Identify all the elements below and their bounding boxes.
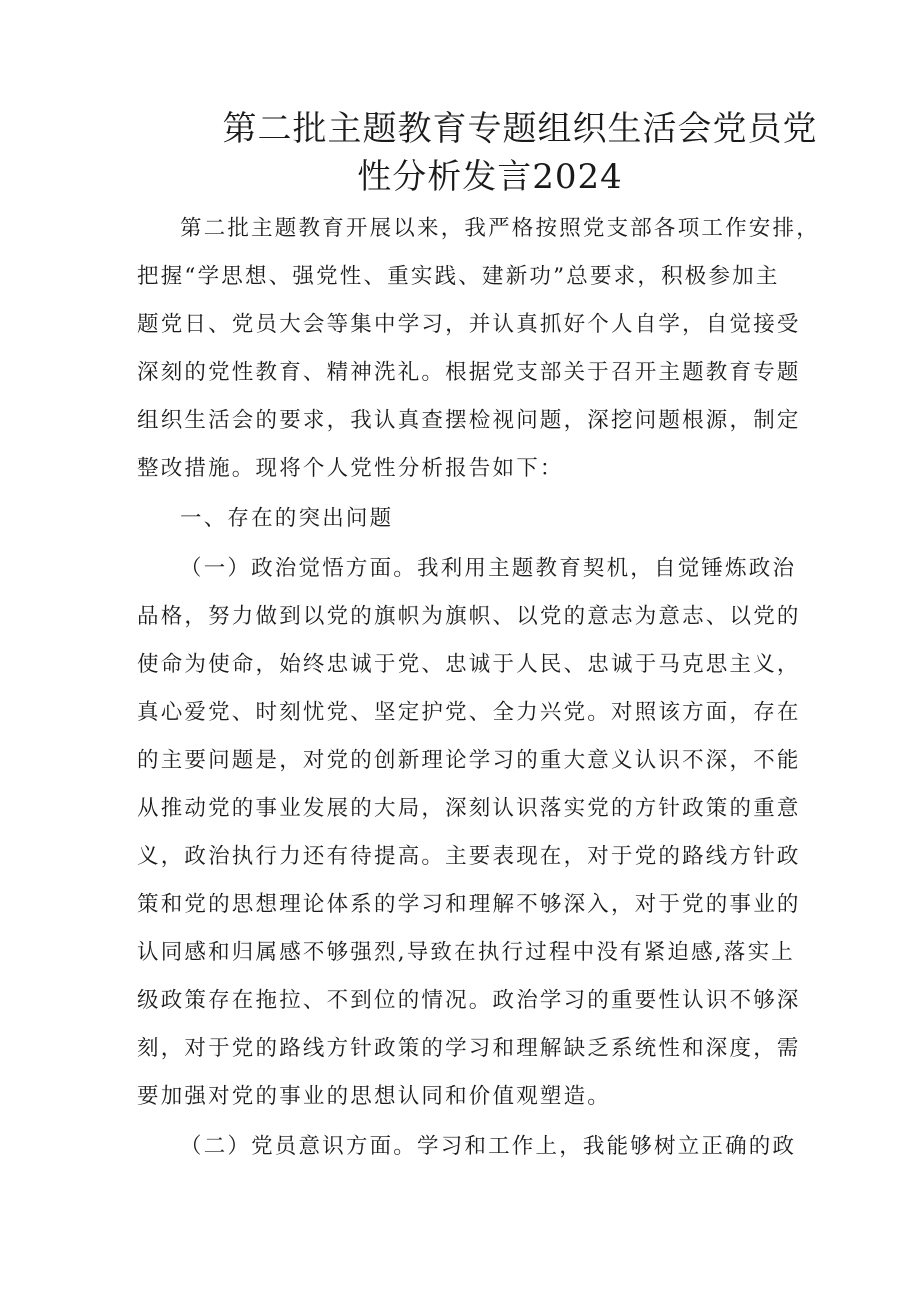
section-heading: 一、存在的突出问题 [180, 506, 394, 531]
paragraph-line: 要加强对党的事业的思想认同和价值观塑造。 [137, 1084, 612, 1109]
paragraph-line: 整改措施。现将个人党性分析报告如下： [137, 456, 564, 481]
paragraph-line: 深刻的党性教育、精神洗礼。根据党支部关于召开主题教育专题 [137, 360, 801, 385]
paragraph-line: 策和党的思想理论体系的学习和理解不够深入，对于党的事业的 [137, 892, 801, 917]
paragraph-line: 真心爱党、时刻忧党、坚定护党、全力兴党。对照该方面，存在 [137, 700, 801, 725]
paragraph-line: 刻，对于党的路线方针政策的学习和理解缺乏系统性和深度，需 [137, 1036, 801, 1061]
paragraph-line: 使命为使命，始终忠诚于党、忠诚于人民、忠诚于马克思主义， [137, 652, 801, 677]
paragraph-line: 把握“学思想、强党性、重实践、建新功”总要求，积极参加主 [137, 264, 780, 289]
paragraph-line: 从推动党的事业发展的大局，深刻认识落实党的方针政策的重意 [137, 796, 801, 821]
paragraph-line: 品格，努力做到以党的旗帜为旗帜、以党的意志为意志、以党的 [137, 604, 801, 629]
paragraph-line: 题党日、党员大会等集中学习，并认真抓好个人自学，自觉接受 [137, 312, 801, 337]
paragraph-line: 第二批主题教育开展以来，我严格按照党支部各项工作安排， [180, 216, 820, 241]
paragraph-line: 组织生活会的要求，我认真查摆检视问题，深挖问题根源，制定 [137, 408, 801, 433]
paragraph-line: 的主要问题是，对党的创新理论学习的重大意义认识不深，不能 [137, 748, 801, 773]
paragraph-line: 认同感和归属感不够强烈,导致在执行过程中没有紧迫感,落实上 [137, 940, 795, 965]
paragraph-line: 义，政治执行力还有待提高。主要表现在，对于党的路线方针政 [137, 844, 801, 869]
paragraph-line: （一）政治觉悟方面。我利用主题教育契机，自觉锤炼政治 [180, 556, 797, 581]
paragraph-line: 级政策存在拖拉、不到位的情况。政治学习的重要性认识不够深 [137, 988, 801, 1013]
paragraph-line: （二）党员意识方面。学习和工作上，我能够树立正确的政 [180, 1134, 797, 1159]
document-title-line-1: 第二批主题教育专题组织生活会党员党 [222, 109, 818, 149]
document-title-line-2: 性分析发言2024 [357, 157, 623, 197]
